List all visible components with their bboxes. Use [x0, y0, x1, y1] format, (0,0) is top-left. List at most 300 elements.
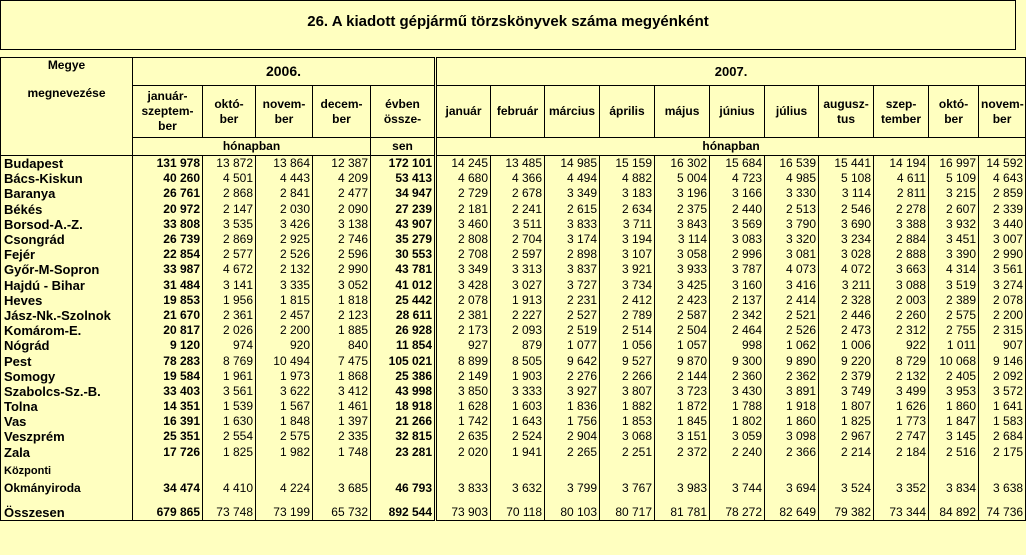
table-cell: 43 998	[371, 384, 436, 399]
table-cell: 10 068	[929, 353, 979, 368]
table-cell: 1 626	[874, 399, 929, 414]
table-cell: 2 090	[313, 202, 371, 217]
table-cell: 65 732	[313, 496, 371, 521]
table-cell: 82 649	[765, 496, 819, 521]
table-cell: 1 006	[819, 338, 874, 353]
table-cell: 25 386	[371, 369, 436, 384]
table-cell: 3 690	[819, 217, 874, 232]
table-cell: 3 088	[874, 278, 929, 293]
table-cell: 34 947	[371, 186, 436, 201]
county-name: Győr-M-Sopron	[1, 262, 133, 277]
table-cell: 2 362	[765, 369, 819, 384]
table-cell: 105 021	[371, 353, 436, 368]
table-cell: 3 850	[436, 384, 491, 399]
table-cell: 2 464	[710, 323, 765, 338]
table-cell: 3 744	[710, 460, 765, 496]
table-cell: 13 864	[256, 156, 313, 172]
col-2007-may: május	[655, 86, 710, 138]
table-cell: 1 853	[600, 414, 655, 429]
table-cell: 3 349	[436, 262, 491, 277]
table-cell: 2 898	[545, 247, 600, 262]
table-cell: 22 854	[133, 247, 203, 262]
table-cell: 15 159	[600, 156, 655, 172]
table-cell: 974	[203, 338, 256, 353]
table-cell: 3 215	[929, 186, 979, 201]
table-cell: 10 494	[256, 353, 313, 368]
table-cell: 2 132	[874, 369, 929, 384]
table-cell: 2 227	[491, 308, 545, 323]
table-cell: 2 278	[874, 202, 929, 217]
table-cell: 1 860	[929, 399, 979, 414]
table-cell: 3 274	[979, 278, 1026, 293]
table-cell: 2 144	[655, 369, 710, 384]
table-cell: 2 328	[819, 293, 874, 308]
col-2006-jan-sep: január- szeptem- ber	[133, 86, 203, 138]
table-cell: 2 457	[256, 308, 313, 323]
table-cell: 2 546	[819, 202, 874, 217]
table-cell: 2 684	[979, 429, 1026, 444]
county-name: Központi Okmányiroda	[1, 460, 133, 496]
county-name: Vas	[1, 414, 133, 429]
table-cell: 3 932	[929, 217, 979, 232]
table-cell: 1 643	[491, 414, 545, 429]
table-cell: 3 028	[819, 247, 874, 262]
table-cell: 1 961	[203, 369, 256, 384]
table-cell: 1 583	[979, 414, 1026, 429]
table-cell: 2 339	[979, 202, 1026, 217]
col-2006-nov: novem- ber	[256, 86, 313, 138]
table-cell: 3 511	[491, 217, 545, 232]
table-cell: 2 524	[491, 429, 545, 444]
table-cell: 18 918	[371, 399, 436, 414]
table-cell: 3 927	[545, 384, 600, 399]
table-cell: 3 160	[710, 278, 765, 293]
table-cell: 3 007	[979, 232, 1026, 247]
table-cell: 19 853	[133, 293, 203, 308]
table-cell: 3 711	[600, 217, 655, 232]
table-cell: 3 151	[655, 429, 710, 444]
table-cell: 927	[436, 338, 491, 353]
table-cell: 21 266	[371, 414, 436, 429]
table-cell: 1 062	[765, 338, 819, 353]
table-cell: 12 387	[313, 156, 371, 172]
table-cell: 3 440	[979, 217, 1026, 232]
county-name: Budapest	[1, 156, 133, 172]
table-cell: 2 597	[491, 247, 545, 262]
table-cell: 1 836	[545, 399, 600, 414]
table-cell: 2 241	[491, 202, 545, 217]
county-name: Csongrád	[1, 232, 133, 247]
table-cell: 16 539	[765, 156, 819, 172]
table-cell: 2 554	[203, 429, 256, 444]
table-cell: 3 352	[874, 460, 929, 496]
table-cell: 3 333	[491, 384, 545, 399]
table-cell: 4 410	[203, 460, 256, 496]
table-cell: 3 194	[600, 232, 655, 247]
table-cell: 2 361	[203, 308, 256, 323]
table-row	[1, 156, 1026, 172]
registrations-table	[0, 57, 1026, 521]
table-cell: 3 694	[765, 460, 819, 496]
county-name: Hajdú - Bihar	[1, 278, 133, 293]
table-cell: 8 729	[874, 353, 929, 368]
table-cell: 2 078	[436, 293, 491, 308]
table-cell: 13 485	[491, 156, 545, 172]
table-cell: 1 567	[256, 399, 313, 414]
table-cell: 2 423	[655, 293, 710, 308]
table-cell: 25 351	[133, 429, 203, 444]
table-cell: 2 260	[874, 308, 929, 323]
table-cell: 3 081	[765, 247, 819, 262]
table-cell: 2 904	[545, 429, 600, 444]
col-2007-apr: április	[600, 86, 655, 138]
table-cell: 1 742	[436, 414, 491, 429]
table-cell: 3 068	[600, 429, 655, 444]
table-cell: 4 494	[545, 171, 600, 186]
table-cell: 2 635	[436, 429, 491, 444]
table-body	[1, 156, 1026, 521]
table-row	[1, 414, 1026, 429]
county-name: Baranya	[1, 186, 133, 201]
table-cell: 9 146	[979, 353, 1026, 368]
table-cell: 1 802	[710, 414, 765, 429]
table-cell: 33 987	[133, 262, 203, 277]
table-cell: 2 526	[765, 323, 819, 338]
table-cell: 2 729	[436, 186, 491, 201]
table-cell: 2 372	[655, 445, 710, 460]
table-cell: 3 052	[313, 278, 371, 293]
table-cell: 1 748	[313, 445, 371, 460]
table-cell: 1 913	[491, 293, 545, 308]
table-row	[1, 232, 1026, 247]
table-cell: 2 214	[819, 445, 874, 460]
table-cell: 1 941	[491, 445, 545, 460]
table-cell: 9 527	[600, 353, 655, 368]
col-2006-dec: decem- ber	[313, 86, 371, 138]
county-name: Nógrád	[1, 338, 133, 353]
table-cell: 5 108	[819, 171, 874, 186]
table-cell: 1 973	[256, 369, 313, 384]
table-cell: 2 587	[655, 308, 710, 323]
table-cell: 3 114	[655, 232, 710, 247]
table-cell: 1 057	[655, 338, 710, 353]
table-cell: 53 413	[371, 171, 436, 186]
table-cell: 26 761	[133, 186, 203, 201]
table-cell: 15 441	[819, 156, 874, 172]
table-cell: 2 149	[436, 369, 491, 384]
table-row	[1, 445, 1026, 460]
table-cell: 1 825	[819, 414, 874, 429]
table-cell: 33 808	[133, 217, 203, 232]
year-2007-header: 2007.	[436, 58, 1026, 86]
table-cell: 4 209	[313, 171, 371, 186]
table-cell: 73 344	[874, 496, 929, 521]
page-title: 26. A kiadott gépjármű törzskönyvek száma megyénként	[0, 0, 1016, 50]
table-cell: 3 569	[710, 217, 765, 232]
table-cell: 3 027	[491, 278, 545, 293]
table-row	[1, 247, 1026, 262]
table-cell: 3 098	[765, 429, 819, 444]
table-cell: 9 870	[655, 353, 710, 368]
table-cell: 2 181	[436, 202, 491, 217]
table-cell: 3 059	[710, 429, 765, 444]
col-2007-oct: októ- ber	[929, 86, 979, 138]
table-cell: 2 335	[313, 429, 371, 444]
table-cell: 3 663	[874, 262, 929, 277]
table-cell: 1 882	[600, 399, 655, 414]
table-cell: 2 967	[819, 429, 874, 444]
table-cell: 1 848	[256, 414, 313, 429]
table-cell: 3 561	[979, 262, 1026, 277]
table-cell: 3 749	[819, 384, 874, 399]
table-cell: 73 199	[256, 496, 313, 521]
table-cell: 4 501	[203, 171, 256, 186]
table-cell: 3 561	[203, 384, 256, 399]
table-cell: 2 147	[203, 202, 256, 217]
table-cell: 3 727	[545, 278, 600, 293]
table-cell: 2 473	[819, 323, 874, 338]
table-cell: 1 788	[710, 399, 765, 414]
table-cell: 998	[710, 338, 765, 353]
table-cell: 3 983	[655, 460, 710, 496]
table-cell: 73 903	[436, 496, 491, 521]
table-cell: 2 811	[874, 186, 929, 201]
table-cell: 2 184	[874, 445, 929, 460]
table-cell: 4 882	[600, 171, 655, 186]
table-row	[1, 278, 1026, 293]
county-name: Összesen	[1, 496, 133, 521]
table-cell: 3 833	[436, 460, 491, 496]
table-cell: 1 860	[765, 414, 819, 429]
table-cell: 3 174	[545, 232, 600, 247]
table-cell: 2 516	[929, 445, 979, 460]
table-cell: 2 375	[655, 202, 710, 217]
table-cell: 1 397	[313, 414, 371, 429]
table-cell: 70 118	[491, 496, 545, 521]
table-cell: 46 793	[371, 460, 436, 496]
table-cell: 3 390	[929, 247, 979, 262]
table-cell: 17 726	[133, 445, 203, 460]
table-cell: 3 524	[819, 460, 874, 496]
table-cell: 2 996	[710, 247, 765, 262]
table-cell: 4 224	[256, 460, 313, 496]
table-cell: 16 997	[929, 156, 979, 172]
table-cell: 2 266	[600, 369, 655, 384]
table-cell: 2 704	[491, 232, 545, 247]
table-cell: 3 767	[600, 460, 655, 496]
table-cell: 3 833	[545, 217, 600, 232]
table-cell: 2 527	[545, 308, 600, 323]
table-cell: 1 461	[313, 399, 371, 414]
table-cell: 2 175	[979, 445, 1026, 460]
county-name: Szabolcs-Sz.-B.	[1, 384, 133, 399]
table-cell: 1 628	[436, 399, 491, 414]
table-cell: 3 234	[819, 232, 874, 247]
table-cell: 80 103	[545, 496, 600, 521]
table-cell: 2 265	[545, 445, 600, 460]
table-cell: 3 330	[765, 186, 819, 201]
table-cell: 2 615	[545, 202, 600, 217]
table-cell: 32 815	[371, 429, 436, 444]
table-cell: 3 138	[313, 217, 371, 232]
county-name: Bács-Kiskun	[1, 171, 133, 186]
table-cell: 80 717	[600, 496, 655, 521]
table-cell: 3 535	[203, 217, 256, 232]
table-row	[1, 353, 1026, 368]
table-row	[1, 308, 1026, 323]
table-cell: 2 093	[491, 323, 545, 338]
table-cell: 3 572	[979, 384, 1026, 399]
col-2007-nov: novem- ber	[979, 86, 1026, 138]
table-cell: 3 425	[655, 278, 710, 293]
table-cell: 3 460	[436, 217, 491, 232]
table-cell: 2 755	[929, 323, 979, 338]
table-cell: 9 300	[710, 353, 765, 368]
table-cell: 2 342	[710, 308, 765, 323]
table-cell: 2 092	[979, 369, 1026, 384]
table-cell: 2 575	[256, 429, 313, 444]
table-cell: 3 416	[765, 278, 819, 293]
table-cell: 2 789	[600, 308, 655, 323]
table-cell: 2 200	[979, 308, 1026, 323]
table-cell: 679 865	[133, 496, 203, 521]
table-cell: 3 787	[710, 262, 765, 277]
table-cell: 1 603	[491, 399, 545, 414]
col-2007-sep: szep- tember	[874, 86, 929, 138]
table-cell: 1 903	[491, 369, 545, 384]
table-cell: 4 611	[874, 171, 929, 186]
table-cell: 2 868	[203, 186, 256, 201]
table-cell: 40 260	[133, 171, 203, 186]
table-cell: 920	[256, 338, 313, 353]
table-cell: 2 379	[819, 369, 874, 384]
table-row	[1, 186, 1026, 201]
table-cell: 2 678	[491, 186, 545, 201]
table-row	[1, 293, 1026, 308]
table-cell: 1 077	[545, 338, 600, 353]
table-cell: 81 781	[655, 496, 710, 521]
table-cell: 3 166	[710, 186, 765, 201]
table-cell: 31 484	[133, 278, 203, 293]
table-cell: 13 872	[203, 156, 256, 172]
table-cell: 25 442	[371, 293, 436, 308]
county-name: Zala	[1, 445, 133, 460]
table-cell: 4 723	[710, 171, 765, 186]
table-cell: 3 107	[600, 247, 655, 262]
table-cell: 2 747	[874, 429, 929, 444]
table-cell: 74 736	[979, 496, 1026, 521]
table-cell: 3 921	[600, 262, 655, 277]
table-cell: 9 120	[133, 338, 203, 353]
table-cell: 1 815	[256, 293, 313, 308]
table-cell: 2 412	[600, 293, 655, 308]
table-cell: 5 004	[655, 171, 710, 186]
col-2007-mar: március	[545, 86, 600, 138]
table-cell: 8 769	[203, 353, 256, 368]
table-row	[1, 171, 1026, 186]
county-name: Veszprém	[1, 429, 133, 444]
table-cell: 2 078	[979, 293, 1026, 308]
table-cell: 3 388	[874, 217, 929, 232]
table-cell: 1 056	[600, 338, 655, 353]
table-cell: 78 283	[133, 353, 203, 368]
table-cell: 3 349	[545, 186, 600, 201]
table-cell: 3 834	[929, 460, 979, 496]
table-cell: 2 708	[436, 247, 491, 262]
table-cell: 1 868	[313, 369, 371, 384]
col-2006-oct: októ- ber	[203, 86, 256, 138]
table-cell: 79 382	[819, 496, 874, 521]
table-row	[1, 369, 1026, 384]
table-cell: 23 281	[371, 445, 436, 460]
table-cell: 33 403	[133, 384, 203, 399]
table-cell: 1 807	[819, 399, 874, 414]
table-cell: 3 723	[655, 384, 710, 399]
table-cell: 2 414	[765, 293, 819, 308]
table-cell: 1 982	[256, 445, 313, 460]
county-name: Borsod-A.-Z.	[1, 217, 133, 232]
table-cell: 2 003	[874, 293, 929, 308]
table-cell: 2 173	[436, 323, 491, 338]
table-cell: 1 773	[874, 414, 929, 429]
col-2006-yearly-suffix: sen	[371, 138, 436, 156]
table-cell: 1 011	[929, 338, 979, 353]
table-cell: 2 240	[710, 445, 765, 460]
table-cell: 2 315	[979, 323, 1026, 338]
table-cell: 2 990	[313, 262, 371, 277]
table-cell: 1 756	[545, 414, 600, 429]
table-cell: 3 196	[655, 186, 710, 201]
table-cell: 2 990	[979, 247, 1026, 262]
table-cell: 2 440	[710, 202, 765, 217]
table-cell: 3 519	[929, 278, 979, 293]
table-cell: 3 058	[655, 247, 710, 262]
table-cell: 14 245	[436, 156, 491, 172]
table-cell: 26 739	[133, 232, 203, 247]
year-2006-header: 2006.	[133, 58, 436, 86]
table-cell: 2 360	[710, 369, 765, 384]
table-cell: 8 899	[436, 353, 491, 368]
table-cell: 2 381	[436, 308, 491, 323]
table-row	[1, 323, 1026, 338]
table-cell: 4 314	[929, 262, 979, 277]
table-cell: 4 985	[765, 171, 819, 186]
table-cell: 3 499	[874, 384, 929, 399]
table-cell: 41 012	[371, 278, 436, 293]
table-cell: 9 642	[545, 353, 600, 368]
table-row	[1, 429, 1026, 444]
table-cell: 84 892	[929, 496, 979, 521]
table-cell: 3 843	[655, 217, 710, 232]
table-header	[1, 58, 1026, 156]
table-cell: 3 211	[819, 278, 874, 293]
table-cell: 43 781	[371, 262, 436, 277]
county-name: Somogy	[1, 369, 133, 384]
table-cell: 35 279	[371, 232, 436, 247]
county-name: Jász-Nk.-Szolnok	[1, 308, 133, 323]
county-name: Komárom-E.	[1, 323, 133, 338]
table-row	[1, 384, 1026, 399]
table-cell: 20 972	[133, 202, 203, 217]
table-cell: 3 933	[655, 262, 710, 277]
table-cell: 3 430	[710, 384, 765, 399]
county-name: Pest	[1, 353, 133, 368]
table-cell: 172 101	[371, 156, 436, 172]
table-cell: 2 251	[600, 445, 655, 460]
table-cell: 3 622	[256, 384, 313, 399]
table-cell: 1 641	[979, 399, 1026, 414]
table-cell: 21 670	[133, 308, 203, 323]
